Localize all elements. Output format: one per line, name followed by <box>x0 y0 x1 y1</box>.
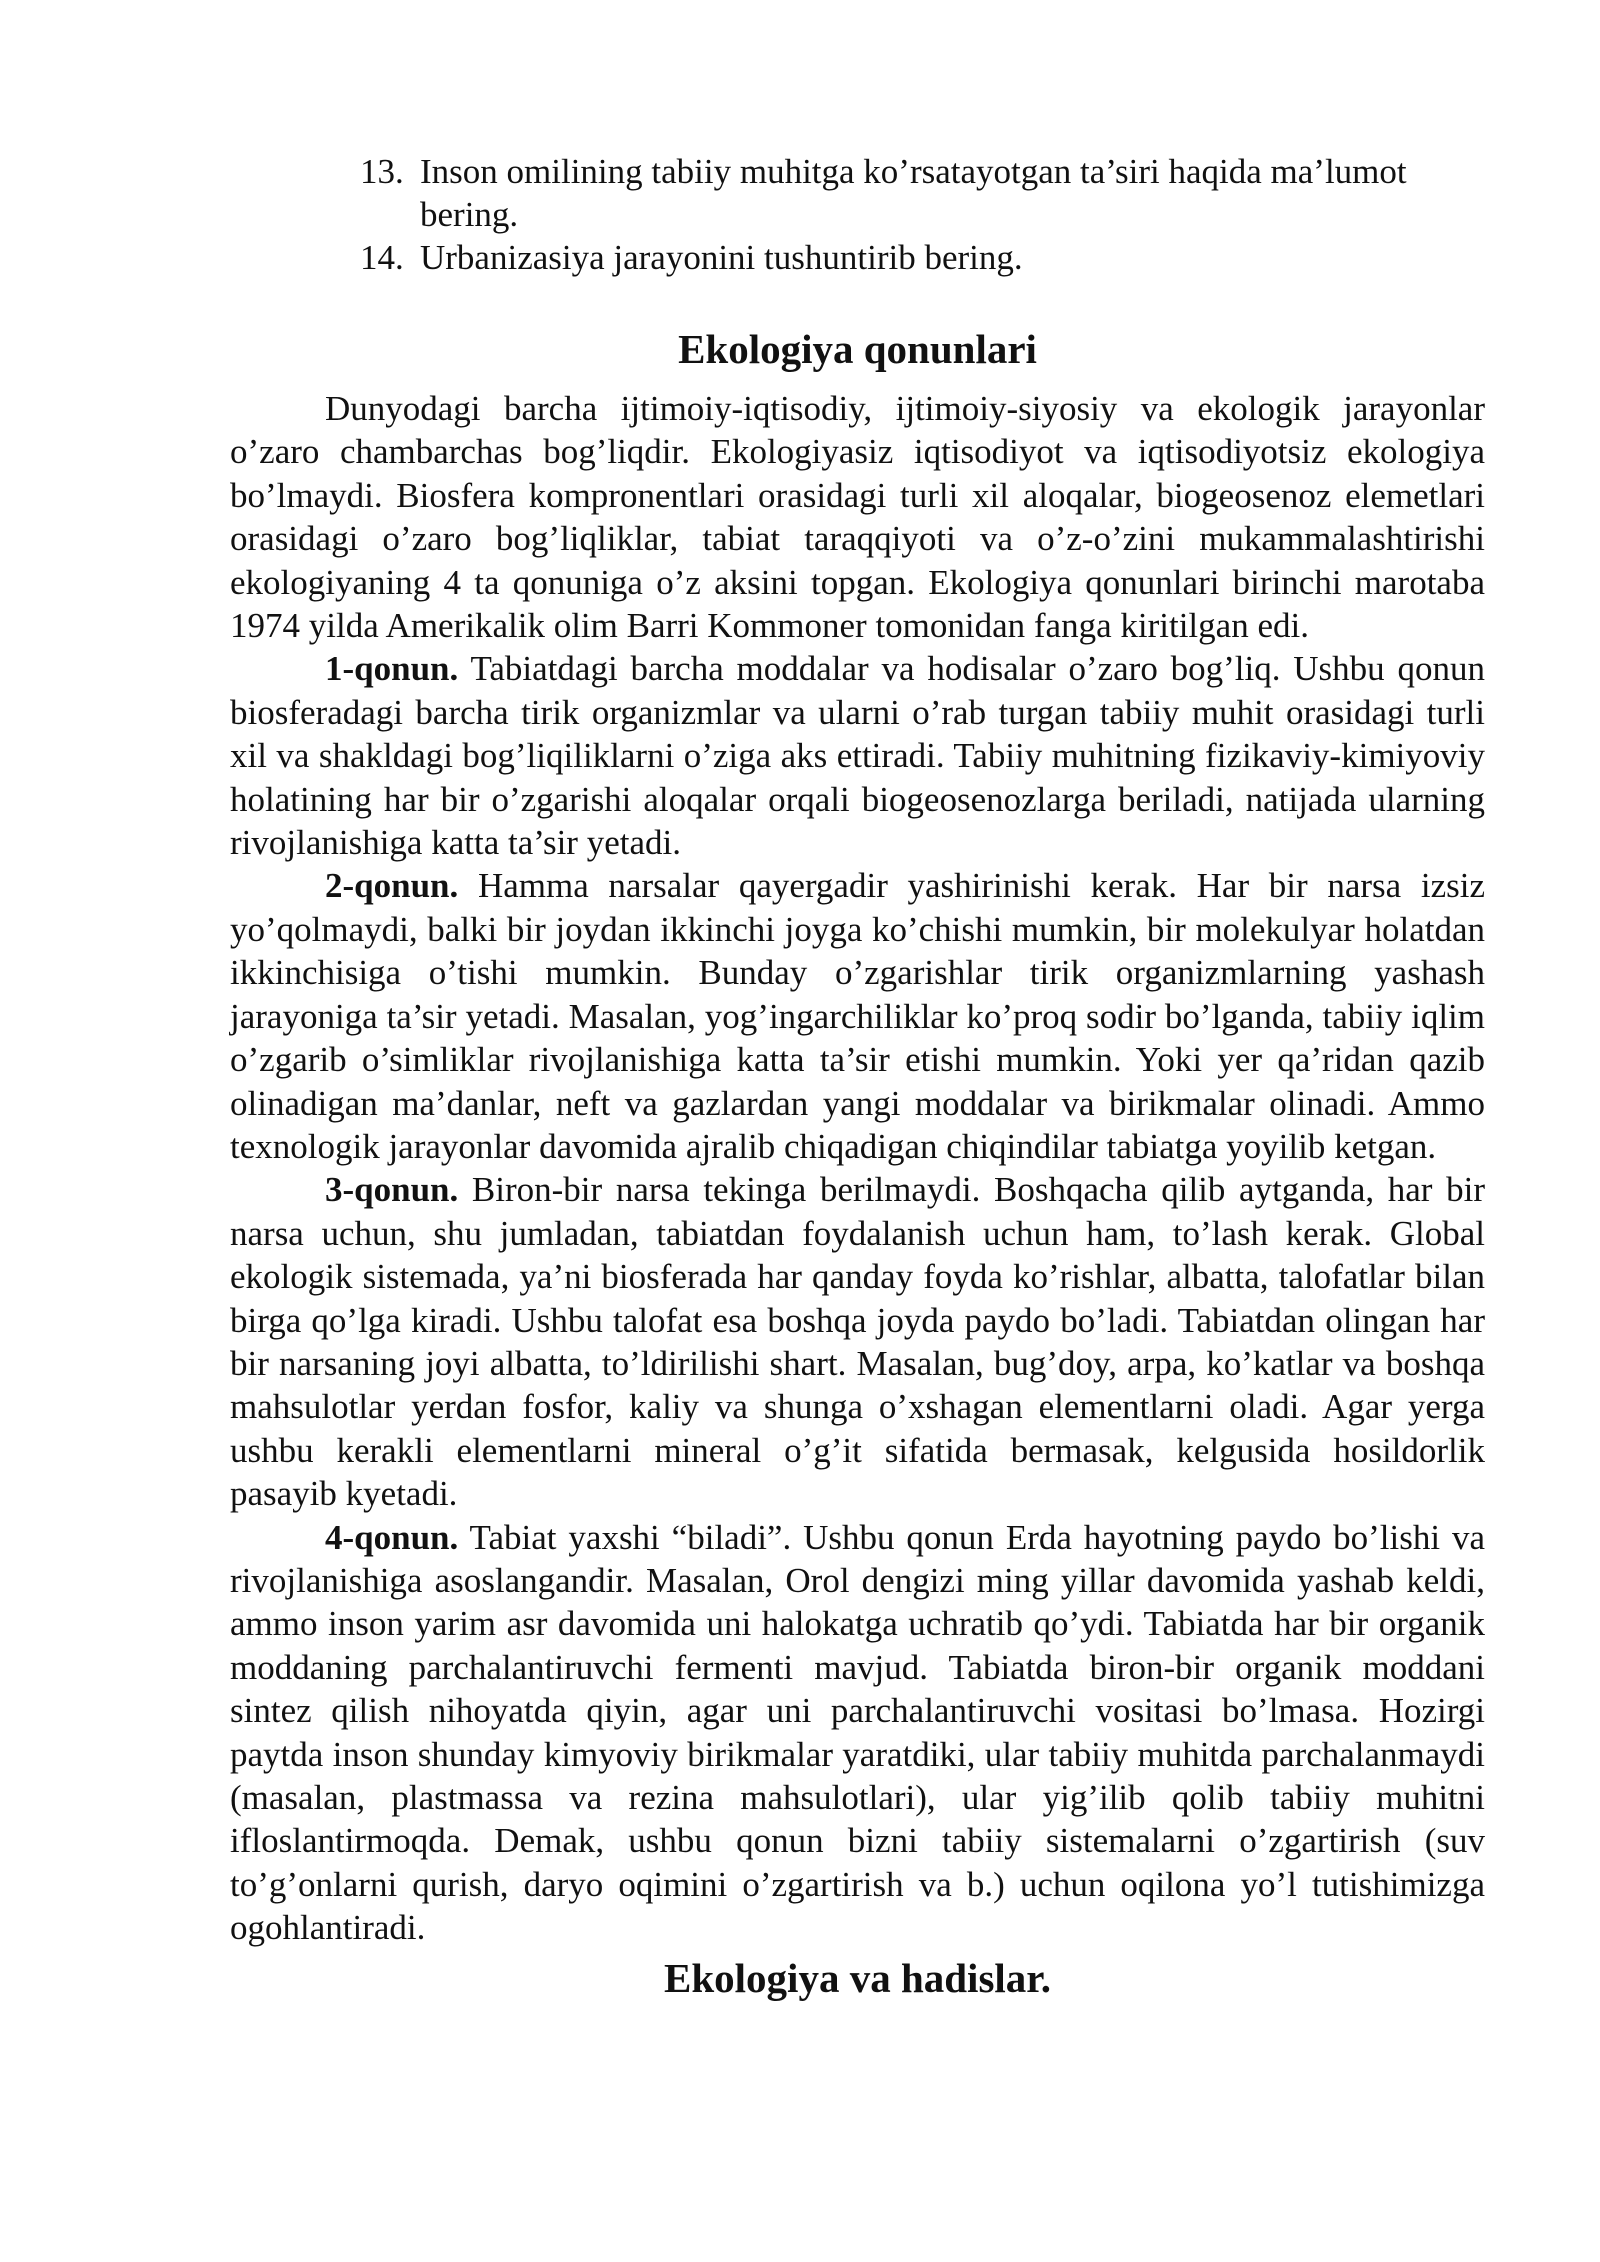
law-paragraph <box>230 1168 1485 1515</box>
section-title: Ekologiya qonunlari <box>678 326 1037 372</box>
question-number: 13. <box>360 152 404 191</box>
law-text: Biron-bir narsa tekinga berilmaydi. Boshqacha qilib aytganda, har bir narsa uchun, shu jumladan, tabiatdan foydalanish uchun ham, to’lash kerak. Global ekologik sistemada, ya’ni biosferada har qanday foyda ko’rishlar, albatta, talofatlar bilan birga qo’lga kiradi. Ushbu talofat esa boshqa joyda paydo bo’ladi. Tabiatdan olingan har bir narsaning joyi albatta, to’ldirilishi shart. Masalan, bug’doy, arpa, ko’katlar va boshqa mahsulotlar yerdan fosfor, kaliy va shunga o’xshagan elementlarni oladi. Agar yerga ushbu kerakli elementlarni mineral o’g’it sifatida bermasak, kelgusida hosildorlik pasayib kyetadi. <box>230 1170 1485 1514</box>
law-text: Hamma narsalar qayergadir yashirinishi kerak. Har bir narsa izsiz yo’qolmaydi, balki bir joydan ikkinchi joyga ko’chishi mumkin, bir molekulyar holatdan ikkinchisiga o’tishi mumkin. Bunday o’zgarishlar tirik organizmlarning yashash jarayoniga ta’sir yetadi. Masalan, yog’ingarchiliklar ko’proq sodir bo’lganda, tabiiy iqlim o’zgarib o’simliklar rivojlanishiga katta ta’sir etishi mumkin. Yoki yer qa’ridan qazib olinadigan ma’danlar, neft va gazlardan yangi moddalar va birikmalar olinadi. Ammo texnologik jarayonlar davomida ajralib chiqadigan chiqindilar tabiatga yoyilib ketgan. <box>230 866 1485 1166</box>
document-page <box>230 150 1485 2006</box>
law-paragraph <box>230 864 1485 1168</box>
law-label: 2-qonun. <box>325 866 459 906</box>
list-item <box>360 236 1485 279</box>
question-text: Inson omilining tabiiy muhitga ko’rsatayotgan ta’siri haqida ma’lumot bering. <box>420 152 1407 234</box>
law-label: 3-qonun. <box>325 1170 459 1210</box>
question-text: Urbanizasiya jarayonini tushuntirib bering. <box>420 238 1023 277</box>
law-paragraph <box>230 647 1485 864</box>
section-title: Ekologiya va hadislar. <box>664 1954 1051 2001</box>
question-number: 14. <box>360 238 404 277</box>
law-text: Tabiat yaxshi “biladi”. Ushbu qonun Erda hayotning paydo bo’lishi va rivojlanishiga asoslangandir. Masalan, Orol dengizi ming yillar davomida yashab keldi, ammo inson yarim asr davomida uni halokatga uchratib qo’ydi. Tabiatda har bir organik moddaning parchalantiruvchi fermenti mavjud. Tabiatda biron-bir organik moddani sintez qilish nihoyatda qiyin, agar uni parchalantiruvchi vositasi bo’lmasa. Hozirgi paytda inson shunday kimyoviy birikmalar yaratdiki, ular tabiiy muhitda parchalanmaydi (masalan, plastmassa va rezina mahsulotlari), ular yig’ilib qolib tabiiy muhitni ifloslantirmoqda. Demak, ushbu qonun bizni tabiiy sistemalarni o’zgartirish (suv to’g’onlarni qurish, daryo oqimini o’zgartirish va b.) uchun oqilona yo’l tutishimizga ogohlantiradi. <box>230 1517 1485 1948</box>
question-list <box>360 150 1485 279</box>
law-paragraph <box>230 1516 1485 1950</box>
intro-paragraph: Dunyodagi barcha ijtimoiy-iqtisodiy, ijtimoiy-siyosiy va ekologik jarayonlar o’zaro chambarchas bog’liqdir. Ekologiyasiz iqtisodiyot va iqtisodiyotsiz ekologiya bo’lmaydi. Biosfera kompronentlari orasidagi turli xil aloqalar, biogeosenoz elemetlari orasidagi o’zaro bog’liqliklar, tabiat taraqqiyoti va o’z-o’zini mukammalashtirishi ekologiyaning 4 ta qonuniga o’z aksini topgan. Ekologiya qonunlari birinchi marotaba 1974 yilda Amerikalik olim Barri Kommoner tomonidan fanga kiritilgan edi. <box>230 389 1485 646</box>
law-label: 1-qonun. <box>325 649 459 689</box>
list-item <box>360 150 1485 236</box>
law-text: Tabiatdagi barcha moddalar va hodisalar o’zaro bog’liq. Ushbu qonun biosferadagi barcha tirik organizmlar va ularni o’rab turgan tabiiy muhit orasidagi turli xil va shakldagi bog’liqiliklarni o’ziga aks ettiradi. Tabiiy muhitning fizikaviy-kimiyoviy holatining har bir o’zgarishi aloqalar orqali biogeosenozlarga beriladi, natijada ularning rivojlanishiga katta ta’sir yetadi. <box>230 649 1485 863</box>
law-label: 4-qonun. <box>325 1517 459 1557</box>
